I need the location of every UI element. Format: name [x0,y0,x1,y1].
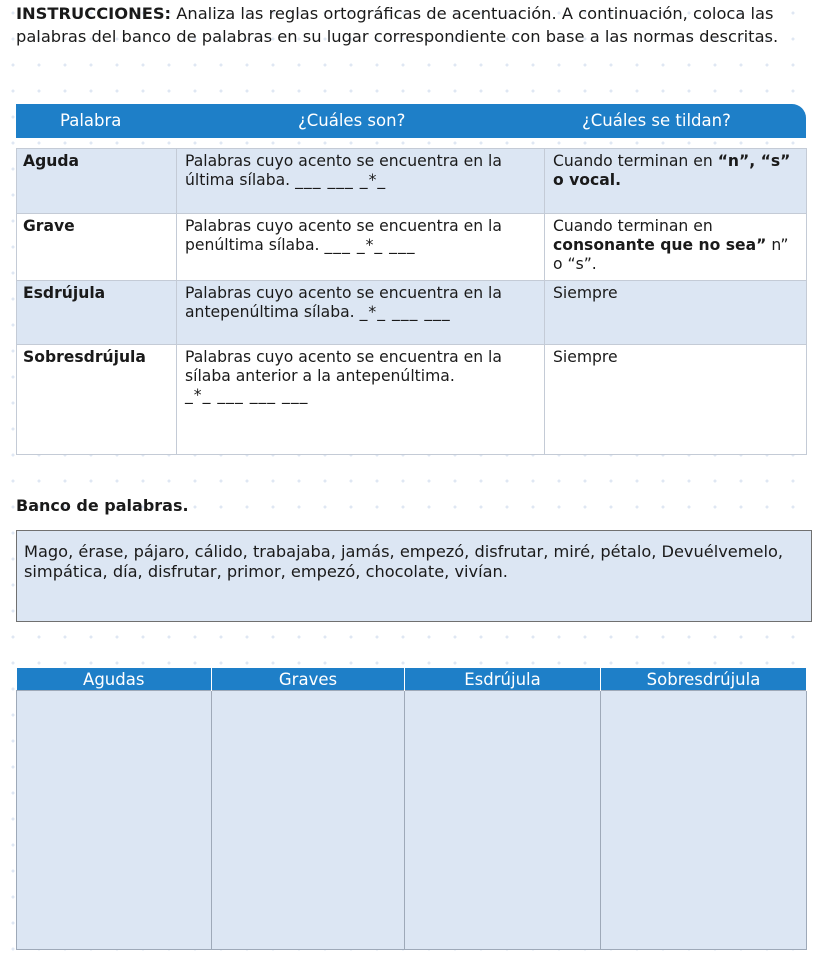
esdrujula-answer-cell[interactable] [405,691,601,950]
header-sobresdrujula: Sobresdrújula [601,668,807,691]
agudas-answer-cell[interactable] [17,691,212,950]
header-palabra: Palabra [60,111,122,130]
syllable-pattern: _*_ ___ ___ ___ [185,386,309,404]
row-word: Sobresdrújula [17,345,177,455]
syllable-pattern: ___ ___ _*_ [295,171,387,189]
instructions [16,2,806,48]
syllable-pattern: ___ _*_ ___ [324,236,416,254]
row-word: Esdrújula [17,281,177,345]
rules-table-body [16,148,807,455]
header-graves: Graves [212,668,405,691]
table-row [17,281,807,345]
row-rule: Siempre [545,281,807,345]
table-row [17,149,807,214]
graves-answer-cell[interactable] [212,691,405,950]
rules-table [16,104,806,404]
row-word: Grave [17,214,177,281]
word-bank-box: Mago, érase, pájaro, cálido, trabajaba, jamás, empezó, disfrutar, miré, pétalo, Devuélvemelo, simpática, día, disfrutar, primor, empezó, chocolate, vivían. [16,530,812,622]
header-cuales-se-tildan: ¿Cuáles se tildan? [582,111,731,130]
row-definition: Palabras cuyo acento se encuentra en la última sílaba. ___ ___ _*_ [177,149,545,214]
header-esdrujula: Esdrújula [405,668,601,691]
categories-table [16,668,807,950]
instructions-label: INSTRUCCIONES: [16,4,172,23]
row-word: Aguda [17,149,177,214]
row-rule: Siempre [545,345,807,455]
row-rule: Cuando terminan en consonante que no sea” n” o “s”. [545,214,807,281]
table-row [17,214,807,281]
word-bank-title: Banco de palabras. [16,496,189,515]
sobresdrujula-answer-cell[interactable] [601,691,807,950]
row-rule: Cuando terminan en “n”, “s” o vocal. [545,149,807,214]
table-row [17,345,807,455]
categories-answer-row [17,691,807,950]
header-cuales-son: ¿Cuáles son? [298,111,406,130]
categories-header-row [17,668,807,691]
instructions-text: Analiza las reglas ortográficas de acentuación. A continuación, coloca las palabras del banco de palabras en su lugar correspondiente con base a las normas descritas. [16,4,779,46]
row-definition: Palabras cuyo acento se encuentra en la sílaba anterior a la antepenúltima. _*_ ___ ___ ___ [177,345,545,455]
row-definition: Palabras cuyo acento se encuentra en la penúltima sílaba. ___ _*_ ___ [177,214,545,281]
row-definition: Palabras cuyo acento se encuentra en la antepenúltima sílaba. _*_ ___ ___ [177,281,545,345]
rules-table-header [16,104,806,138]
syllable-pattern: _*_ ___ ___ [359,303,451,321]
header-agudas: Agudas [17,668,212,691]
